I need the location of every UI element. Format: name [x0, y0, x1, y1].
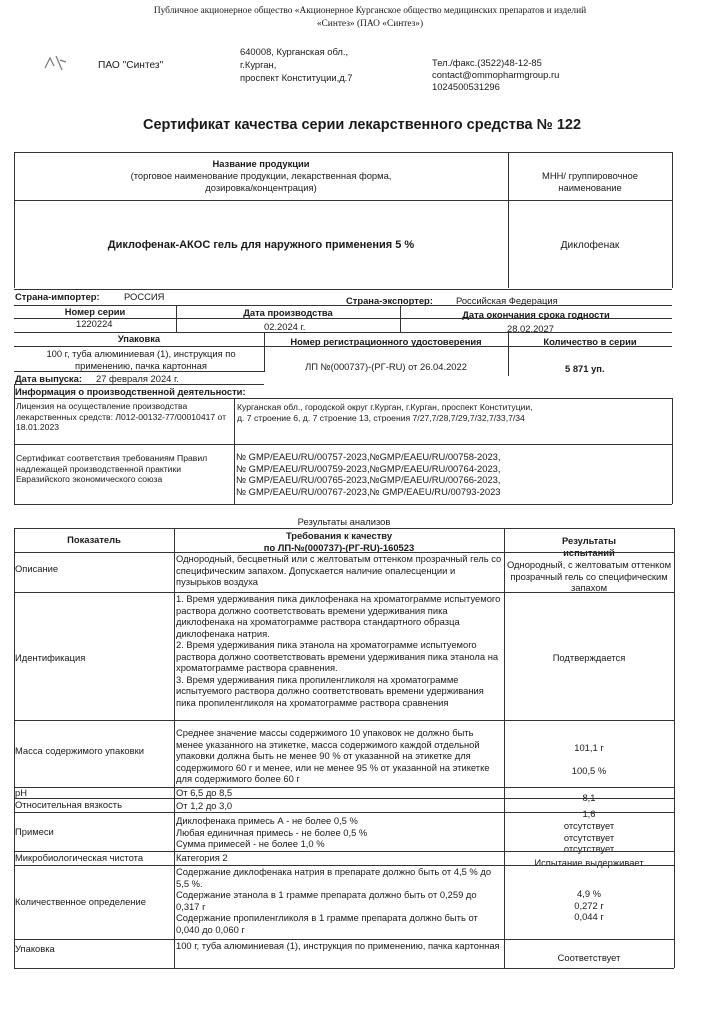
row-indicator: Микробиологическая чистота	[15, 852, 144, 863]
row-requirement: От 6,5 до 8,5	[176, 787, 233, 798]
product-name: Диклофенак-АКОС гель для наружного применения 5 %	[107, 239, 415, 251]
company-name: ПАО "Синтез"	[98, 60, 164, 71]
address-line-2: г.Курган,	[240, 59, 277, 70]
product-name-header-1: Название продукции	[212, 158, 310, 169]
row-result: 1,6	[582, 808, 596, 819]
row-result: Подтверждается	[552, 652, 626, 663]
reg-value: ЛП №(000737)-(РГ-RU) от 26.04.2022	[305, 361, 467, 372]
row-divider	[14, 968, 674, 969]
mnn-header-1: МНН/ группировочное	[542, 170, 638, 181]
row-indicator: Упаковка	[15, 943, 55, 954]
gmp-value: № GMP/EAEU/RU/00757-2023,№GMP/EAEU/RU/00758-2023, № GMP/EAEU/RU/00759-2023,№GMP/EAEU/RU/00764-2023, № GMP/EAEU/RU/00765-2023,№GMP/EAEU/RU/00766-2023, № GMP/EAEU/RU/00767-2023,№ GMP/EAEU/RU/00793-2023	[236, 451, 501, 497]
col-result-1: Результаты	[561, 535, 617, 546]
importer-label: Страна-импортер:	[15, 291, 100, 302]
row-result: отсутствует отсутствует отсутствует	[563, 820, 615, 854]
row-result: Испытание выдерживает	[534, 857, 644, 868]
package-value: 100 г, туба алюминиевая (1), инструкция по применению, пачка картонная	[46, 348, 236, 371]
license-label: Лицензия на осуществление производства лекарственных средств: Л012-00132-77/00010417 от 18.01.2023	[16, 401, 227, 432]
license-value: Курганская обл., городской округ г.Курган, г.Курган, проспект Конституции, д. 7 строение 6, д. 7 строение 13, строения 7/27,7/28,7/29,7/32,7/33,7/34	[237, 402, 533, 423]
row-requirement: Категория 2	[176, 852, 228, 863]
exporter-label: Страна-экспортер:	[346, 295, 433, 306]
col-requirement-2: по ЛП-№(000737)-(РГ-RU)-160523	[263, 542, 415, 553]
row-requirement: 1. Время удерживания пика диклофенака на хроматограмме испытуемого раствора должно соответствовать времени удерживания пика диклофенака на хроматограмме раствора стандартного образца диклофенака натрия. 2. Время удерживания пика этанола на хроматограмме испытуемого раствора должно соответствовать времени удерживания пика этанола на хроматограмме раствора сравнения. 3. Время удерживания пика пропиленгликоля на хроматограмме испытуемого раствора должно соответствовать времени удерживания пика пропиленгликоля на хроматограмме раствора сравнения	[176, 593, 501, 708]
ogrn: 1024500531296	[432, 81, 500, 92]
series-value: 1220224	[76, 318, 113, 329]
row-indicator: Идентификация	[15, 652, 86, 663]
email: contact@ommopharmgroup.ru	[432, 69, 560, 80]
expiry-value: 28.02.2027	[507, 323, 554, 334]
row-indicator: pH	[15, 787, 27, 798]
product-name-header-2: (торговое наименование продукции, лекарственная форма,	[130, 170, 392, 181]
prod-date-value: 02.2024 г.	[264, 321, 306, 332]
certificate-title: Сертификат качества серии лекарственного средства № 122	[142, 117, 582, 133]
row-result: 8,1	[582, 792, 596, 803]
product-name-header-3: дозировка/концентрация)	[205, 182, 317, 193]
row-requirement: Среднее значение массы содержимого 10 упаковок не должно быть менее указанного на этикетке, масса содержимого каждой отдельной упаковки должна быть не менее 90 % от указанной на этикетке для содержимого 60 г и менее, или не менее 95 % от указанной на этикетке для содержимого более 60 г	[176, 727, 490, 784]
address-line-1: 640008, Курганская обл.,	[240, 46, 349, 57]
col-result-2: испытаний	[563, 547, 615, 558]
series-label: Номер серии	[64, 306, 126, 317]
row-result: Однородный, с желтоватым оттенком прозрачный гель со специфическим запахом	[506, 559, 672, 593]
row-result: Соответствует	[557, 952, 621, 963]
row-indicator: Примеси	[15, 826, 54, 837]
address-line-3: проспект Конституции,д.7	[240, 72, 353, 83]
package-label: Упаковка	[117, 333, 161, 344]
gmp-label: Сертификат соответствия требованиям Правил надлежащей производственной практики Евразийского экономического союза	[16, 453, 208, 484]
results-title: Результаты анализов	[297, 516, 391, 527]
qty-label: Количество в серии	[543, 336, 637, 347]
row-requirement: От 1,2 до 3,0	[176, 800, 233, 811]
company-logo-icon	[42, 52, 68, 74]
row-requirement: Однородный, бесцветный или с желтоватым оттенком прозрачный гель со специфическим запахом. Допускается наличие опалесценции и пузырьков воздуха	[176, 553, 502, 587]
row-result: 101,1 г 100,5 %	[571, 742, 607, 776]
row-requirement: 100 г, туба алюминиевая (1), инструкция по применению, пачка картонная	[176, 940, 500, 951]
row-divider	[14, 812, 674, 813]
exporter-value: Российская Федерация	[456, 295, 558, 306]
row-indicator: Масса содержимого упаковки	[15, 745, 144, 756]
prod-date-label: Дата производства	[243, 307, 333, 318]
row-divider	[14, 720, 674, 721]
issue-label: Дата выпуска:	[15, 373, 82, 384]
row-indicator: Относительная вязкость	[15, 799, 122, 810]
row-result: 4,9 % 0,272 г 0,044 г	[574, 888, 604, 922]
col-requirement-1: Требования к качеству	[285, 530, 393, 541]
org-line-2: «Синтез» (ПАО «Синтез»)	[316, 19, 424, 29]
row-requirement: Диклофенака примесь А - не более 0,5 % Любая единичная примесь - не более 0,5 % Сумма примесей - не более 1,0 %	[176, 815, 368, 849]
reg-label: Номер регистрационного удостоверения	[290, 336, 482, 347]
phone: Тел./факс.(3522)48-12-85	[432, 57, 542, 68]
row-indicator: Количественное определение	[15, 896, 146, 907]
expiry-label: Дата окончания срока годности	[462, 309, 610, 320]
row-requirement: Содержание диклофенака натрия в препарате должно быть от 4,5 % до 5,5 %. Содержание этанола в 1 грамме препарата должно быть от 0,259 до 0,317 г Содержание пропиленгликоля в 1 грамме препарата должно быть от 0,040 до 0,060 г	[176, 866, 492, 935]
row-indicator: Описание	[15, 563, 59, 574]
qty-value: 5 871 уп.	[565, 363, 605, 374]
importer-value: РОССИЯ	[124, 291, 165, 302]
issue-value: 27 февраля 2024 г.	[96, 373, 179, 384]
product-mnn: Диклофенак	[560, 240, 620, 251]
mnn-header-2: наименование	[558, 182, 622, 193]
org-line-1: Публичное акционерное общество «Акционерное Курганское общество медицинских препаратов и изделий	[153, 6, 587, 16]
manufacturing-header: Информация о производственной деятельности:	[15, 386, 246, 397]
col-indicator: Показатель	[67, 534, 121, 545]
